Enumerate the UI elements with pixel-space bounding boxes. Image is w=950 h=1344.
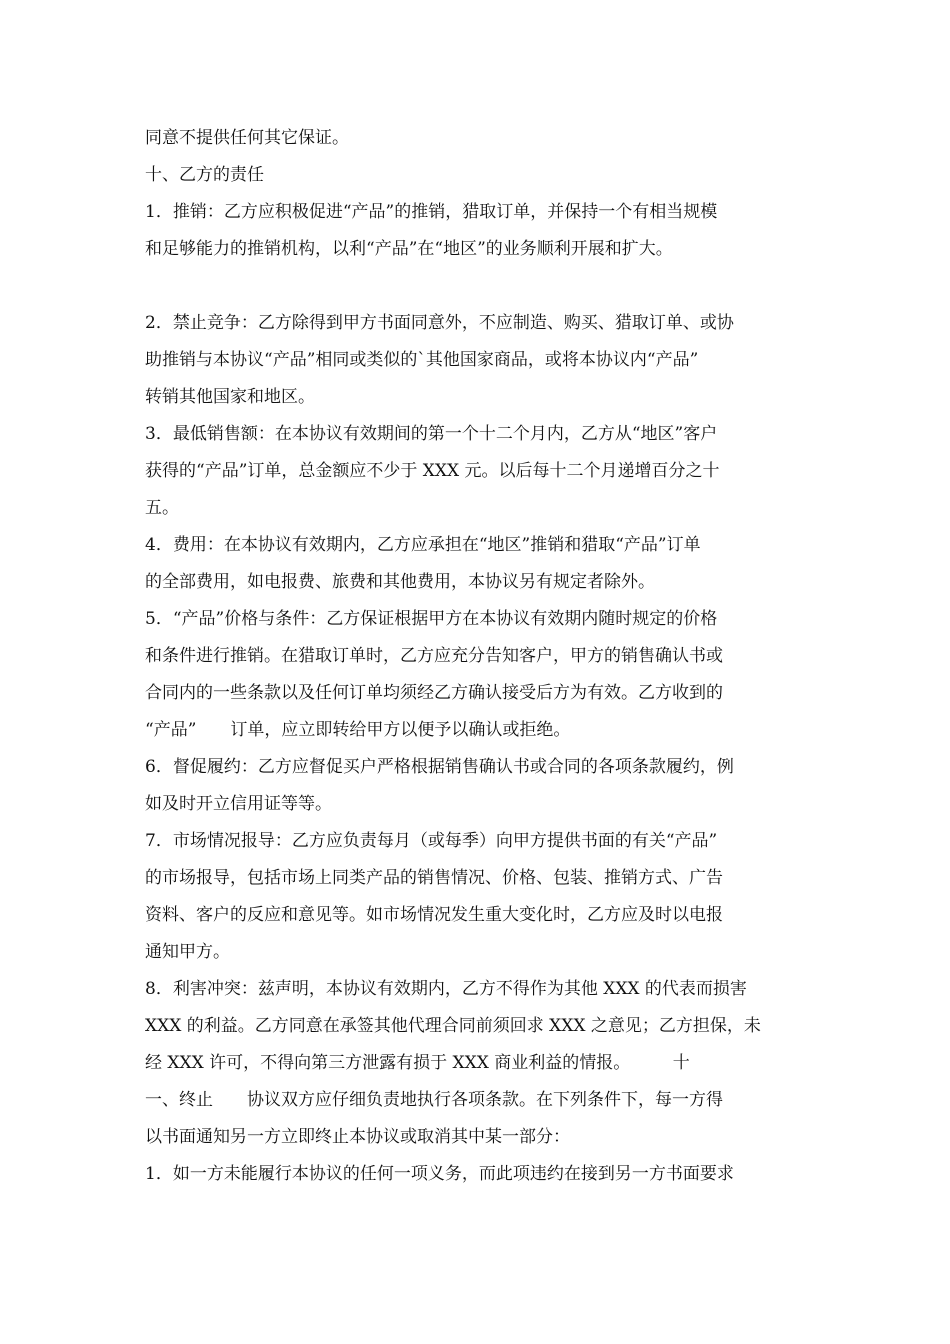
text-line: 的全部费用，如电报费、旅费和其他费用，本协议另有规定者除外。 [145,572,655,592]
section-heading: 十、乙方的责任 [145,165,264,185]
text-line: 通知甲方。 [145,942,230,962]
text-line: 和条件进行推销。在猎取订单时，乙方应充分告知客户，甲方的销售确认书或 [145,646,723,666]
text-line: 8．利害冲突：兹声明，本协议有效期内，乙方不得作为其他 XXX 的代表而损害 [145,979,747,999]
text-line: 一、终止 协议双方应仔细负责地执行各项条款。在下列条件下，每一方得 [145,1090,723,1110]
text-line: 1．推销：乙方应积极促进“产品”的推销，猎取订单，并保持一个有相当规模 [145,202,718,222]
text-line: 转销其他国家和地区。 [145,387,315,407]
text-line: 5．“产品”价格与条件：乙方保证根据甲方在本协议有效期内随时规定的价格 [145,609,718,629]
text-line: 合同内的一些条款以及任何订单均须经乙方确认接受后方为有效。乙方收到的 [145,683,723,703]
text-line: 获得的“产品”订单，总金额应不少于 XXX 元。以后每十二个月递增百分之十 [145,461,720,481]
text-line: 以书面通知另一方立即终止本协议或取消其中某一部分： [145,1127,570,1147]
text-line: 的市场报导，包括市场上同类产品的销售情况、价格、包装、推销方式、广告 [145,868,723,888]
text-line: 资料、客户的反应和意见等。如市场情况发生重大变化时，乙方应及时以电报 [145,905,723,925]
text-line: “产品” 订单，应立即转给甲方以便予以确认或拒绝。 [145,720,571,740]
text-line: 2．禁止竞争：乙方除得到甲方书面同意外，不应制造、购买、猎取订单、或协 [145,313,734,333]
text-line: XXX 的利益。乙方同意在承签其他代理合同前须回求 XXX 之意见；乙方担保，未 [145,1016,761,1036]
text-line: 经 XXX 许可，不得向第三方泄露有损于 XXX 商业利益的情报。 十 [145,1053,690,1073]
text-line: 6．督促履约：乙方应督促买户严格根据销售确认书或合同的各项条款履约，例 [145,757,734,777]
text-line: 如及时开立信用证等等。 [145,794,332,814]
text-line: 同意不提供任何其它保证。 [145,128,349,148]
text-line: 五。 [145,498,179,518]
text-line: 7．市场情况报导：乙方应负责每月（或每季）向甲方提供书面的有关“产品” [145,831,718,851]
text-line: 3．最低销售额：在本协议有效期间的第一个十二个月内，乙方从“地区”客户 [145,424,718,444]
text-line: 和足够能力的推销机构，以利“产品”在“地区”的业务顺利开展和扩大。 [145,239,673,259]
text-line: 4．费用：在本协议有效期内，乙方应承担在“地区”推销和猎取“产品”订单 [145,535,701,555]
text-line: 1．如一方未能履行本协议的任何一项义务，而此项违约在接到另一方书面要求 [145,1164,734,1184]
text-line: 助推销与本协议“产品”相同或类似的`其他国家商品，或将本协议内“产品” [145,350,699,370]
